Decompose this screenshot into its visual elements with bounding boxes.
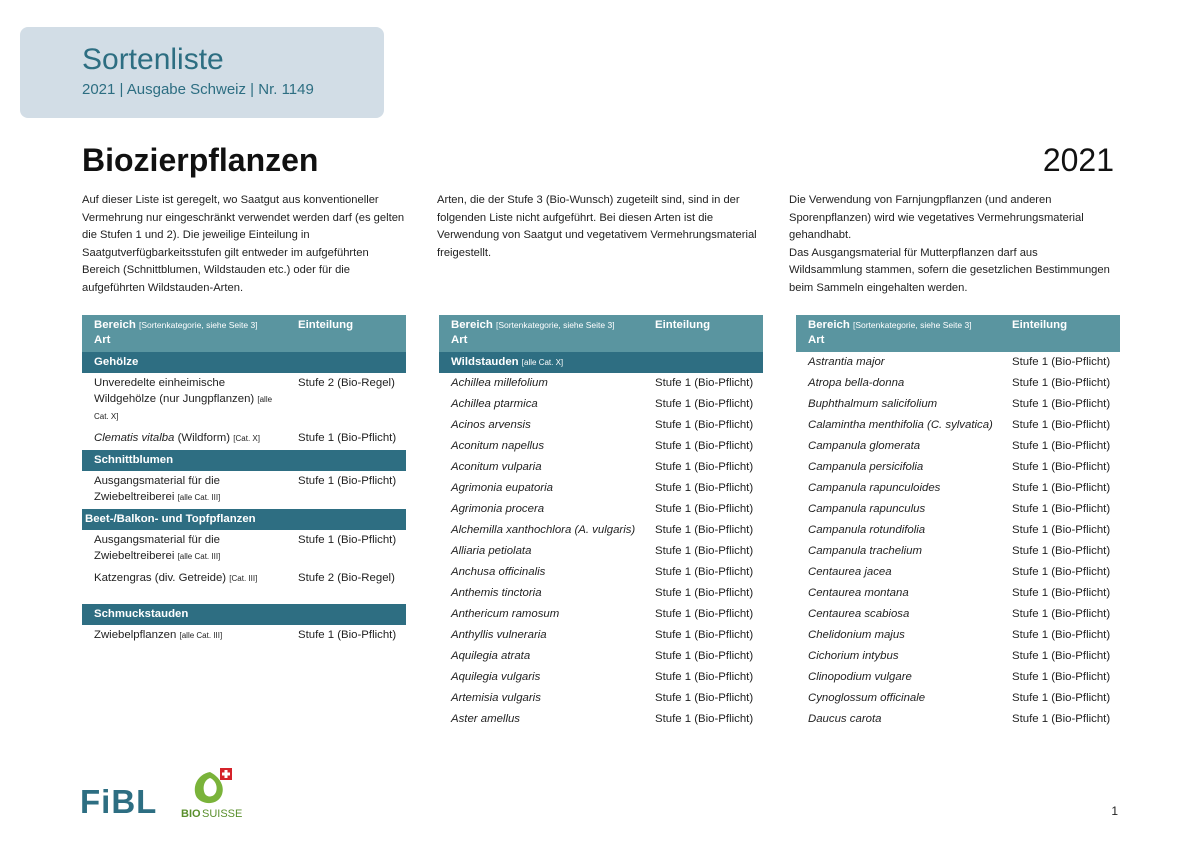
table-row: Clematis vitalba (Wildform) [Cat. X] Stufe 1 (Bio-Pflicht) xyxy=(94,432,397,444)
stufe-value: Stufe 1 (Bio-Pflicht) xyxy=(1012,608,1111,620)
stufe-value: Stufe 1 (Bio-Pflicht) xyxy=(1012,398,1111,410)
stufe-value: Stufe 1 (Bio-Pflicht) xyxy=(1012,713,1111,725)
species-name: Centaurea jacea xyxy=(808,566,892,578)
species-name: Campanula rapunculus xyxy=(808,503,926,515)
species-name: Agrimonia eupatoria xyxy=(451,482,553,494)
species-name: Aquilegia atrata xyxy=(451,650,531,662)
table-row xyxy=(796,604,1120,625)
page-title: Biozierpflanzen xyxy=(82,142,319,178)
species-name: Aconitum napellus xyxy=(451,440,545,452)
stufe-value: Stufe 1 (Bio-Pflicht) xyxy=(1012,545,1111,557)
table-row xyxy=(796,625,1120,646)
species-name: Cichorium intybus xyxy=(808,650,899,662)
table-row xyxy=(796,709,1120,730)
species-name: Alliaria petiolata xyxy=(451,545,532,557)
table-row: Zwiebelpflanzen [alle Cat. III] Stufe 1 (Bio-Pflicht) xyxy=(94,629,397,641)
species-name: Campanula persicifolia xyxy=(808,461,924,473)
species-name: Atropa bella-donna xyxy=(808,377,905,389)
svg-text:BIO: BIO xyxy=(181,808,201,820)
stufe-value: Stufe 1 (Bio-Pflicht) xyxy=(1012,461,1111,473)
species-name: Calamintha menthifolia (C. sylvatica) xyxy=(808,419,993,431)
stufe-value: Stufe 1 (Bio-Pflicht) xyxy=(655,608,754,620)
stufe-value: Stufe 1 (Bio-Pflicht) xyxy=(655,713,754,725)
table-row xyxy=(439,709,763,730)
col-header-einteilung: Einteilung xyxy=(643,315,763,352)
species-name: Chelidonium majus xyxy=(808,629,905,641)
stufe-value: Stufe 1 (Bio-Pflicht) xyxy=(655,650,754,662)
stufe-value: Stufe 1 (Bio-Pflicht) xyxy=(1012,629,1111,641)
section-row: Schmuckstauden xyxy=(82,604,406,625)
table-row xyxy=(796,457,1120,478)
stufe-value: Stufe 1 (Bio-Pflicht) xyxy=(1012,650,1111,662)
table-row xyxy=(796,583,1120,604)
table-row xyxy=(439,646,763,667)
species-name: Agrimonia procera xyxy=(451,503,545,515)
table-row xyxy=(796,373,1120,394)
species-name: Alchemilla xanthochlora (A. vulgaris) xyxy=(451,524,636,536)
intro-text-1: Auf dieser Liste ist geregelt, wo Saatgut aus konventioneller Vermehrung nur eingeschränkt verwendet werden darf (es gelten die Stufen 1 und 2). Die jeweilige Einteilung in Saatgutverfügbarkeitsstufen gilt entweder im aufgeführten Bereich (Schnittblumen, Wildstauden etc.) oder für die aufgeführten Wildstauden-Arten. xyxy=(82,194,405,294)
species-name: Campanula rotundifolia xyxy=(808,524,926,536)
stufe-value: Stufe 1 (Bio-Pflicht) xyxy=(1012,692,1111,704)
species-name: Cynoglossum officinale xyxy=(808,692,926,704)
table-row xyxy=(796,499,1120,520)
species-name: Buphthalmum salicifolium xyxy=(808,398,938,410)
table-row xyxy=(439,478,763,499)
stufe-value: Stufe 1 (Bio-Pflicht) xyxy=(1012,482,1111,494)
stufe-value: Stufe 1 (Bio-Pflicht) xyxy=(655,419,754,431)
species-name: Achillea millefolium xyxy=(451,377,548,389)
col-header-einteilung: Einteilung xyxy=(1000,315,1120,352)
table-row: Ausgangsmaterial für die Zwiebeltreiberei [alle Cat. III] Stufe 1 (Bio-Pflicht) xyxy=(94,475,397,503)
stufe-value: Stufe 1 (Bio-Pflicht) xyxy=(655,566,754,578)
page-number: 1 xyxy=(1111,804,1118,818)
species-name: Anthericum ramosum xyxy=(451,608,560,620)
table-row: Katzengras (div. Getreide) [Cat. III] Stufe 2 (Bio-Regel) xyxy=(94,572,395,584)
species-name: Daucus carota xyxy=(808,713,882,725)
col-header-bereich: Bereich [Sortenkategorie, siehe Seite 3] Art xyxy=(796,315,1000,352)
species-name: Campanula glomerata xyxy=(808,440,921,452)
biosuisse-logo xyxy=(180,764,250,820)
biosuisse-bud-icon xyxy=(180,764,250,820)
section-row: Schnittblumen xyxy=(82,450,406,471)
species-name: Aster amellus xyxy=(451,713,521,725)
species-name: Centaurea scabiosa xyxy=(808,608,910,620)
table-3 xyxy=(796,315,1120,730)
table-row xyxy=(796,415,1120,436)
stufe-value: Stufe 1 (Bio-Pflicht) xyxy=(1012,419,1111,431)
table-row xyxy=(439,520,763,541)
stufe-value: Stufe 1 (Bio-Pflicht) xyxy=(655,482,754,494)
table-row xyxy=(439,625,763,646)
stufe-value: Stufe 1 (Bio-Pflicht) xyxy=(655,440,754,452)
table-row xyxy=(796,520,1120,541)
header-title: Sortenliste xyxy=(82,43,224,76)
intro-text-3a: Die Verwendung von Farnjungpflanzen (und anderen Sporenpflanzen) wird wie vegetatives Vermehrungsmaterial gehandhabt. xyxy=(789,194,1084,242)
table-row xyxy=(439,457,763,478)
stufe-value: Stufe 1 (Bio-Pflicht) xyxy=(655,398,754,410)
species-name: Acinos arvensis xyxy=(451,419,531,431)
species-name: Campanula trachelium xyxy=(808,545,922,557)
section-row: Wildstauden [alle Cat. X] xyxy=(439,352,763,373)
table-row xyxy=(439,394,763,415)
species-name: Anchusa officinalis xyxy=(451,566,546,578)
table-row xyxy=(796,436,1120,457)
table-row xyxy=(796,667,1120,688)
table-row xyxy=(796,562,1120,583)
table-row xyxy=(796,541,1120,562)
stufe-value: Stufe 1 (Bio-Pflicht) xyxy=(1012,503,1111,515)
table-row xyxy=(796,478,1120,499)
intro-text-2: Arten, die der Stufe 3 (Bio-Wunsch) zugeteilt sind, sind in der folgenden Liste nicht aufgeführt. Bei diesen Arten ist die Verwendung von Saatgut und vegetativem Vermehrungsmaterial freigestellt. xyxy=(437,194,757,259)
table-row xyxy=(439,667,763,688)
stufe-value: Stufe 1 (Bio-Pflicht) xyxy=(1012,587,1111,599)
intro-col-3 xyxy=(789,192,1114,298)
table-row: Ausgangsmaterial für die Zwiebeltreiberei [alle Cat. III] Stufe 1 (Bio-Pflicht) xyxy=(94,534,397,562)
header-subtitle: 2021 | Ausgabe Schweiz | Nr. 1149 xyxy=(82,81,314,98)
table-row xyxy=(439,562,763,583)
stufe-value: Stufe 1 (Bio-Pflicht) xyxy=(655,503,754,515)
table-row xyxy=(796,352,1120,373)
table-row xyxy=(439,373,763,394)
stufe-value: Stufe 1 (Bio-Pflicht) xyxy=(655,461,754,473)
stufe-value: Stufe 1 (Bio-Pflicht) xyxy=(655,629,754,641)
stufe-value: Stufe 1 (Bio-Pflicht) xyxy=(1012,356,1111,368)
table-row xyxy=(439,415,763,436)
species-name: Aconitum vulparia xyxy=(451,461,542,473)
stufe-value: Stufe 1 (Bio-Pflicht) xyxy=(655,587,754,599)
stufe-value: Stufe 1 (Bio-Pflicht) xyxy=(655,671,754,683)
fibl-logo: FiBL xyxy=(80,783,158,820)
table-row xyxy=(439,604,763,625)
table-row xyxy=(796,646,1120,667)
stufe-value: Stufe 1 (Bio-Pflicht) xyxy=(655,545,754,557)
stufe-value: Stufe 1 (Bio-Pflicht) xyxy=(1012,566,1111,578)
species-name: Aquilegia vulgaris xyxy=(451,671,541,683)
stufe-value: Stufe 1 (Bio-Pflicht) xyxy=(655,524,754,536)
col-header-einteilung: Einteilung xyxy=(286,315,406,352)
svg-text:SUISSE: SUISSE xyxy=(202,808,243,820)
stufe-value: Stufe 1 (Bio-Pflicht) xyxy=(1012,377,1111,389)
species-name: Achillea ptarmica xyxy=(451,398,538,410)
table-row xyxy=(439,583,763,604)
table-row: Unveredelte einheimische Wildgehölze (nur Jungpflanzen) [alle Cat. X] Stufe 2 (Bio-Regel) xyxy=(94,377,395,421)
col-header-bereich: Bereich [Sortenkategorie, siehe Seite 3] Art xyxy=(82,315,286,352)
species-name: Artemisia vulgaris xyxy=(451,692,541,704)
stufe-value: Stufe 1 (Bio-Pflicht) xyxy=(1012,524,1111,536)
page-year: 2021 xyxy=(1042,142,1114,178)
species-name: Centaurea montana xyxy=(808,587,909,599)
table-row xyxy=(439,436,763,457)
table-2 xyxy=(439,315,763,730)
header-box xyxy=(20,27,384,118)
species-name: Astrantia major xyxy=(808,356,885,368)
stufe-value: Stufe 1 (Bio-Pflicht) xyxy=(1012,671,1111,683)
species-name: Clinopodium vulgare xyxy=(808,671,912,683)
intro-col-2 xyxy=(437,192,762,262)
stufe-value: Stufe 1 (Bio-Pflicht) xyxy=(655,692,754,704)
stufe-value: Stufe 1 (Bio-Pflicht) xyxy=(655,377,754,389)
intro-text-3b: Das Ausgangsmaterial für Mutterpflanzen darf aus Wildsammlung stammen, sofern die gesetzlichen Bestimmungen beim Sammeln eingehalten werden. xyxy=(789,246,1110,294)
table-row xyxy=(796,394,1120,415)
table-row xyxy=(796,688,1120,709)
species-name: Anthyllis vulneraria xyxy=(451,629,547,641)
stufe-value: Stufe 1 (Bio-Pflicht) xyxy=(1012,440,1111,452)
table-1 xyxy=(82,315,406,647)
table-row xyxy=(439,499,763,520)
species-name: Anthemis tinctoria xyxy=(451,587,542,599)
table-row xyxy=(439,541,763,562)
section-row: Gehölze xyxy=(82,352,406,373)
table-row xyxy=(439,688,763,709)
intro-col-1 xyxy=(82,192,407,298)
section-row: Beet-/Balkon- und Topfpflanzen xyxy=(82,509,406,530)
species-name: Campanula rapunculoides xyxy=(808,482,941,494)
col-header-bereich: Bereich [Sortenkategorie, siehe Seite 3] Art xyxy=(439,315,643,352)
